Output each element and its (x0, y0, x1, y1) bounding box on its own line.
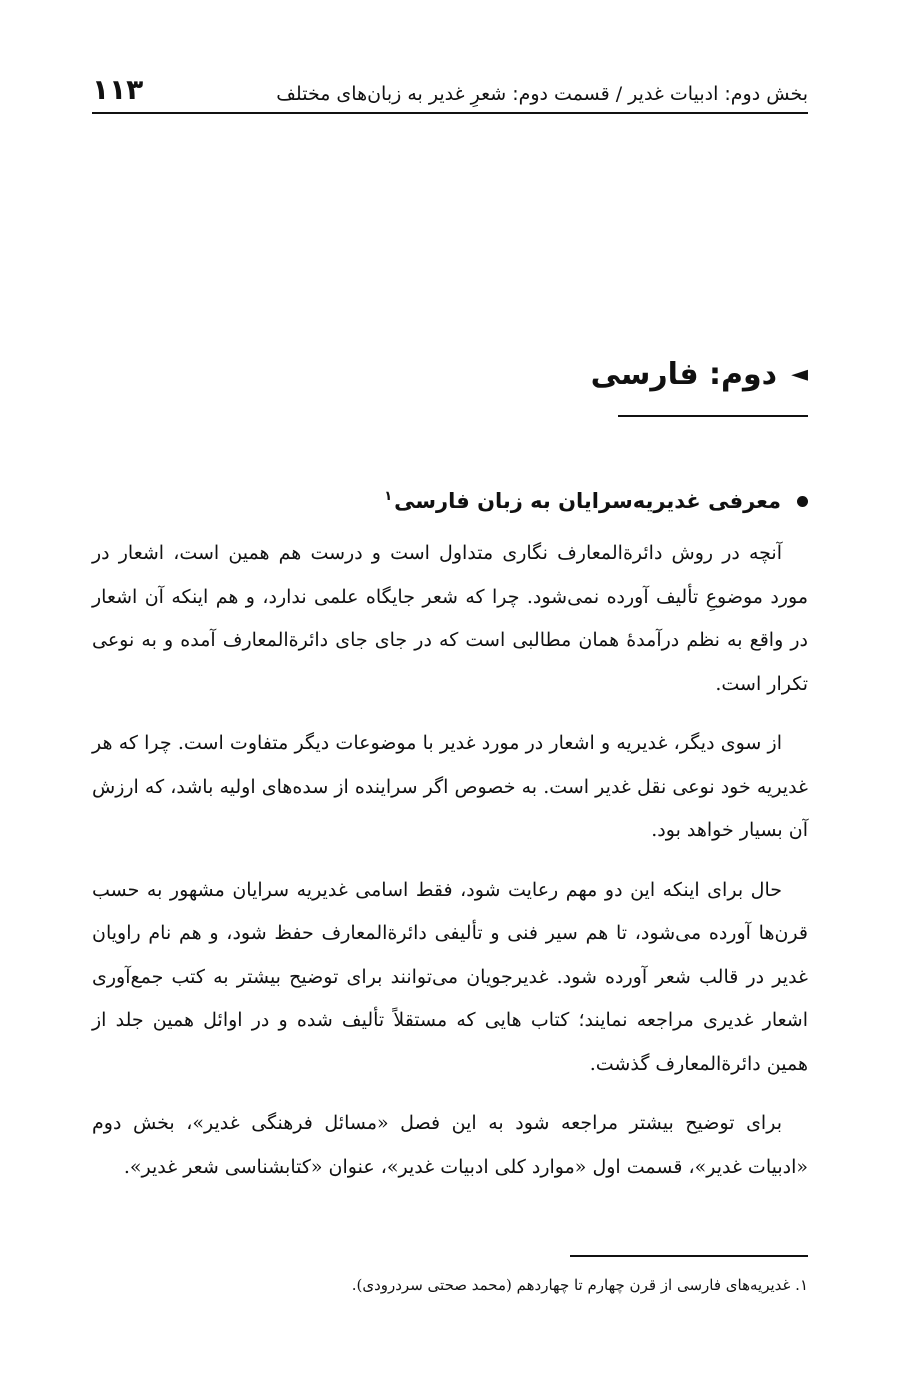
section-heading (590, 357, 808, 392)
paragraph: آنچه در روش دائرة‌المعارف نگاری متداول است و درست هم همین است، اشعار در مورد موضوعِ تألیف آورده نمی‌شود. چرا که شعر جایگاه علمی ندارد، و هم اینکه آن اشعار در واقع به نظم درآمدهٔ همان مطالبی است که در جای جای دائرة‌المعارف آمده و به نوعی تکرار است. (92, 542, 808, 695)
section-underline (618, 415, 808, 417)
bullet-icon (797, 496, 808, 507)
page-number: ۱۱۳ (92, 73, 144, 106)
paragraph: حال برای اینکه این دو مهم رعایت شود، فقط اسامی غدیریه سرایان مشهور به حسب قرن‌ها آورده می‌شود، تا هم سیر فنی و تألیفی دائرة‌المعارف حفظ شود، و هم نام راویان غدیر در قالب شعر آورده شود. غدیرجویان می‌توانند برای توضیح بیشتر به کتب جمع‌آوری اشعار غدیری مراجعه نمایند؛ کتاب هایی که مستقلاً تألیف شده و در اوائل همین جلد از همین دائرة‌المعارف گذشت. (92, 878, 808, 1075)
footnote-divider (570, 1255, 808, 1257)
triangle-marker-icon: ◄ (791, 362, 808, 387)
running-header-title: بخش دوم: ادبیات غدیر / قسمت دوم: شعرِ غدیر به زبان‌های مختلف (276, 83, 808, 105)
paragraph: برای توضیح بیشتر مراجعه شود به این فصل «مسائل فرهنگی غدیر»، بخش دوم «ادبیات غدیر»، قسمت اول «موارد کلی ادبیات غدیر»، عنوان «کتابشناسی شعر غدیر». (92, 1112, 808, 1178)
running-header (92, 70, 808, 114)
subsection-heading (384, 490, 808, 512)
footnote: ۱. غدیریه‌های فارسی از قرن چهارم تا چهاردهم (محمد صحتی سردرودی). (351, 1276, 808, 1294)
paragraph: از سوی دیگر، غدیریه و اشعار در مورد غدیر با موضوعات دیگر متفاوت است. چرا که هر غدیریه خود نوعی نقل غدیر است. به خصوص اگر سراینده از سده‌های اولیه باشد، که ارزش آن بسیار خواهد بود. (92, 732, 808, 841)
section-title: دوم: فارسی (590, 357, 778, 392)
body-text (92, 532, 808, 1205)
footnote-reference[interactable]: ۱ (384, 489, 393, 504)
subsection-title: معرفی غدیریه‌سرایان به زبان فارسی$^۱$ (384, 489, 781, 513)
